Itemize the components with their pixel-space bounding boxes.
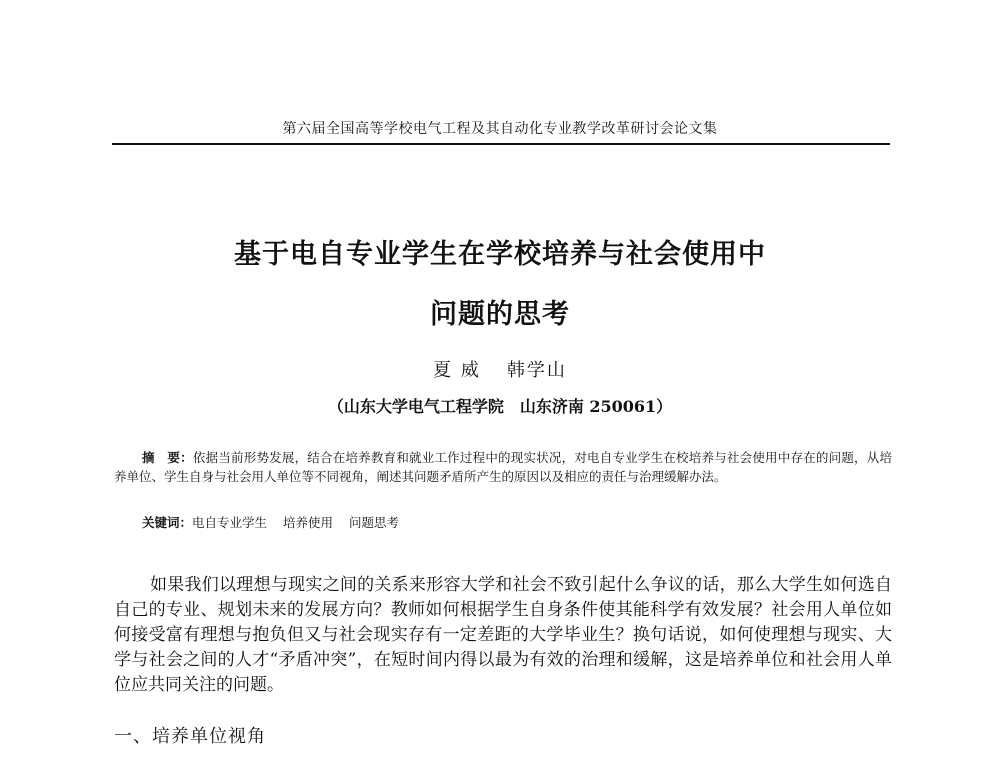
abstract-label: 摘 要： [142,450,193,465]
keywords-label: 关键词： [142,515,193,530]
header-rule [112,143,890,145]
running-header: 第六届全国高等学校电气工程及其自动化专业教学改革研讨会论文集 [282,121,718,137]
abstract-text: 依据当前形势发展，结合在培养教育和就业工作过程中的现实状况，对电自专业学生在校培养与社会使用中存在的问题，从培养单位、学生自身与社会用人单位等不同视角，阐述其问题矛盾所产生的原因以及相应的责任与治理缓解办法。 [114,450,892,484]
author-name: 夏 威 [433,360,481,381]
keywords [142,513,415,531]
keyword: 问题思考 [349,515,400,530]
paper-title-line-1: 基于电自专业学生在学校培养与社会使用中 [234,239,766,270]
keyword: 电自专业学生 [192,515,268,530]
author-name: 韩学山 [506,360,567,381]
body-paragraph: 如果我们以理想与现实之间的关系来形容大学和社会不致引起什么争议的话，那么大学生如何选自自己的专业、规划未来的发展方向？教师如何根据学生自身条件使其能科学有效发展？社会用人单位如何接受富有理想与抱负但又与社会现实存有一定差距的大学毕业生？换句话说，如何使理想与现实、大学与社会之间的人才“矛盾冲突”，在短时间内得以最为有效的治理和缓解，这是培养单位和社会用人单位应共同关注的问题。 [114,575,892,695]
affiliation: （山东大学电气工程学院 山东济南 250061） [327,397,673,416]
section-heading: 一、培养单位视角 [114,726,266,747]
authors [0,356,1000,382]
abstract [114,448,892,486]
keyword: 培养使用 [283,515,334,530]
paper-title-line-2: 问题的思考 [430,299,570,330]
